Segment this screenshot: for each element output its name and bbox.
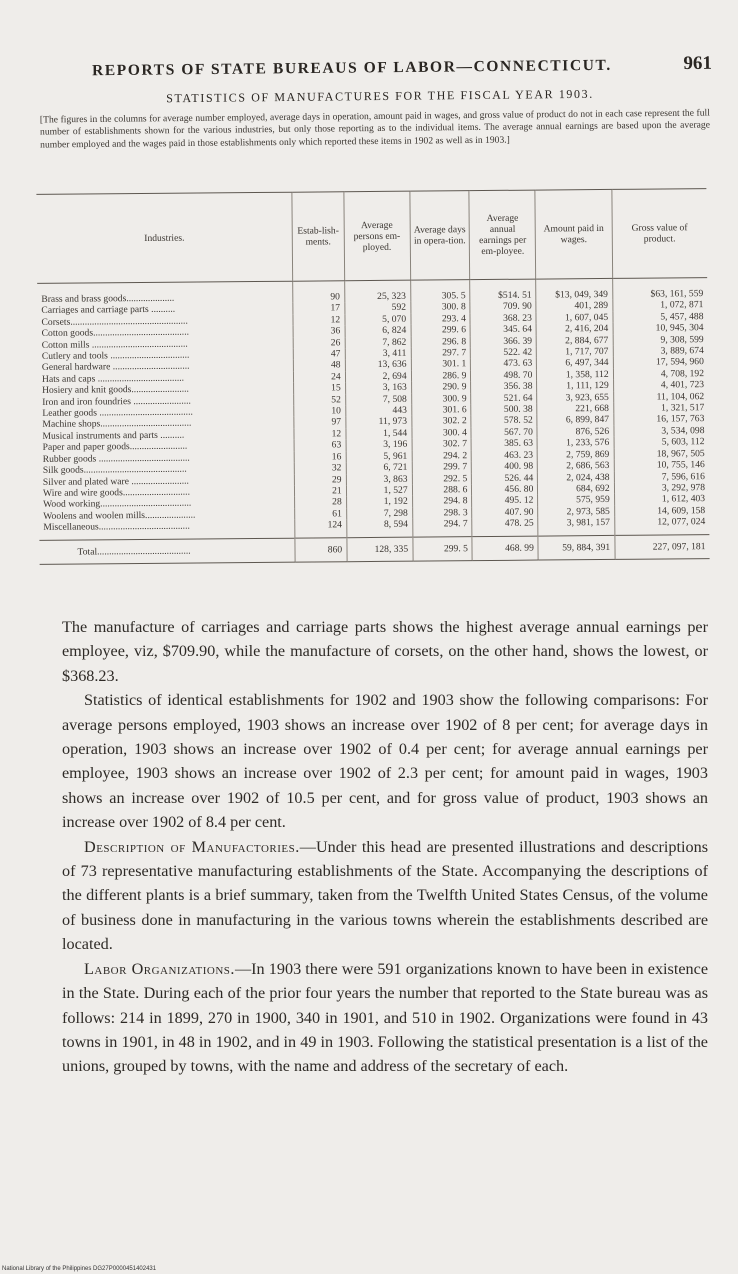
cell-industry: Brass and brass goods.................... bbox=[41, 292, 175, 305]
cell-wages: 2, 884, 677 bbox=[537, 335, 613, 347]
cell-wages: 3, 981, 157 bbox=[538, 517, 614, 536]
cell-persons: 11, 973 bbox=[346, 416, 412, 428]
table-note: [The figures in the columns for average number employed, average days in operation, amount paid in wages, and gross value of product do not in each case represent the full number of establishments shown for the various industries, but only those reporting as to the individual items. The average annual earnings are based upon the average number employed and the wages paid in those establishments only which reported these items in 1902 as well as in 1903.] bbox=[39, 107, 711, 151]
header-industries: Industries. bbox=[36, 192, 292, 283]
cell-earnings: 368. 23 bbox=[470, 312, 536, 324]
cell-establishments: 24 bbox=[294, 371, 346, 383]
cell-earnings: 407. 90 bbox=[472, 506, 538, 518]
cell-wages: 1, 717, 707 bbox=[537, 346, 613, 358]
cell-persons: 3, 196 bbox=[346, 439, 412, 451]
header-average-earnings: Average annual earnings per em-ployee. bbox=[469, 190, 536, 280]
cell-wages: 1, 233, 576 bbox=[537, 437, 613, 449]
total-wages: 59, 884, 391 bbox=[538, 535, 614, 560]
cell-wages: 3, 923, 655 bbox=[537, 392, 613, 404]
cell-industry: Hats and caps .................................... bbox=[41, 372, 185, 385]
paragraph bbox=[62, 688, 708, 834]
cell-days: 292. 5 bbox=[412, 473, 472, 485]
cell-persons: 1, 544 bbox=[346, 428, 412, 440]
paragraph-text: The manufacture of carriages and carriage parts shows the highest average annual earnings per employee, viz, $709.90, while the manufacture of corsets, on the other hand, shows the lowest, or $368.23. bbox=[62, 618, 708, 685]
cell-industry: Cutlery and tools ................................. bbox=[41, 349, 190, 362]
cell-earnings: 578. 52 bbox=[471, 415, 537, 427]
cell-establishments: 61 bbox=[295, 508, 347, 520]
cell-wages: 684, 692 bbox=[538, 483, 614, 495]
cell-days: 300. 9 bbox=[411, 393, 471, 405]
cell-persons: 1, 527 bbox=[346, 485, 412, 497]
cell-days: 302. 2 bbox=[411, 416, 471, 428]
cell-persons: 6, 824 bbox=[345, 325, 411, 337]
cell-gross-value: 5, 603, 112 bbox=[614, 436, 709, 448]
cell-days: 297. 7 bbox=[411, 347, 471, 359]
cell-persons: 1, 192 bbox=[346, 496, 412, 508]
paragraph-text: —Under this head are presented illustrations and descriptions of 73 representative manufacturing establishments of the State. Accompanying the descriptions of the different plants is a brief summary, taken from the Twelfth United States Census, of the volume of business done in manufacturing in the various towns wherein the establishments described are located. bbox=[62, 837, 708, 954]
paragraph-text: Statistics of identical establishments for 1902 and 1903 show the following comparisons: For average persons employed, 1903 shows an increase over 1902 of 8 per cent; for average days in operation, 1903 shows an increase over 1902 of 0.4 per cent; for average annual earnings per employee, 1903 shows an increase over 1902 of 2.3 per cent; for amount paid in wages, 1903 shows an increase over 1902 of 10.5 per cent, and for gross value of product, 1903 shows an increase over 1902 of 8.4 per cent. bbox=[62, 691, 708, 832]
cell-earnings: 345. 64 bbox=[470, 324, 536, 336]
cell-days: 293. 4 bbox=[411, 313, 471, 325]
total-persons: 128, 335 bbox=[347, 537, 413, 562]
cell-days: 298. 3 bbox=[412, 507, 472, 519]
cell-industry: General hardware ................................ bbox=[41, 361, 190, 374]
cell-earnings: 495. 12 bbox=[472, 495, 538, 507]
total-establishments: 860 bbox=[295, 537, 347, 562]
cell-earnings: 456. 80 bbox=[472, 483, 538, 495]
paragraph bbox=[62, 835, 708, 957]
cell-persons: 8, 594 bbox=[346, 519, 412, 537]
cell-establishments: 124 bbox=[295, 519, 347, 537]
cell-days: 302. 7 bbox=[412, 438, 472, 450]
table-title: STATISTICS OF MANUFACTURES FOR THE FISCAL YEAR 1903. bbox=[166, 86, 594, 106]
cell-establishments: 16 bbox=[294, 451, 346, 463]
cell-earnings: 709. 90 bbox=[470, 301, 536, 313]
cell-wages: 401, 289 bbox=[536, 300, 612, 312]
cell-days: 294. 7 bbox=[412, 518, 472, 536]
cell-earnings: 385. 63 bbox=[471, 438, 537, 450]
cell-persons: 13, 636 bbox=[345, 359, 411, 371]
cell-persons: 5, 070 bbox=[345, 313, 411, 325]
cell-wages: 6, 497, 344 bbox=[537, 357, 613, 369]
cell-establishments: 12 bbox=[293, 314, 345, 326]
cell-industry: Musical instruments and parts .......... bbox=[42, 429, 185, 442]
cell-industry: Leather goods ....................................... bbox=[42, 406, 193, 419]
cell-industry: Hosiery and knit goods........................ bbox=[42, 383, 189, 397]
cell-wages: 2, 416, 204 bbox=[536, 323, 612, 335]
cell-wages: 6, 899, 847 bbox=[537, 414, 613, 426]
header-establishments: Estab-lish-ments. bbox=[292, 192, 344, 281]
cell-wages: 876, 526 bbox=[537, 426, 613, 438]
cell-persons: 443 bbox=[345, 405, 411, 417]
cell-days: 290. 9 bbox=[411, 381, 471, 393]
cell-earnings: 400. 98 bbox=[472, 461, 538, 473]
cell-wages: 575, 959 bbox=[538, 494, 614, 506]
running-head bbox=[92, 53, 712, 81]
cell-industry: Corsets................................................. bbox=[41, 315, 188, 328]
cell-earnings: 500. 38 bbox=[471, 404, 537, 416]
cell-earnings: 522. 42 bbox=[471, 347, 537, 359]
total-days: 299. 5 bbox=[413, 536, 473, 561]
cell-gross-value: 9, 308, 599 bbox=[613, 334, 708, 346]
cell-persons: 6, 721 bbox=[346, 462, 412, 474]
cell-wages: 1, 111, 129 bbox=[537, 380, 613, 392]
cell-earnings: $514. 51 bbox=[470, 279, 536, 301]
cell-industry: Iron and iron foundries ........................ bbox=[42, 395, 191, 408]
cell-days: 299. 6 bbox=[411, 324, 471, 336]
paragraph-lead: Description of Manufactories. bbox=[84, 837, 300, 856]
cell-industry: Silk goods........................................... bbox=[42, 463, 187, 476]
cell-gross-value: 18, 967, 505 bbox=[614, 448, 709, 460]
cell-earnings: 526. 44 bbox=[472, 472, 538, 484]
page-number: 961 bbox=[683, 52, 713, 75]
header-average-days: Average days in opera-tion. bbox=[410, 191, 471, 281]
cell-days: 300. 8 bbox=[410, 302, 470, 314]
cell-persons: 5, 961 bbox=[346, 450, 412, 462]
cell-days: 288. 6 bbox=[412, 484, 472, 496]
cell-establishments: 32 bbox=[294, 462, 346, 474]
cell-wages: $13, 049, 349 bbox=[536, 278, 612, 301]
cell-earnings: 366. 39 bbox=[471, 335, 537, 347]
cell-days: 300. 4 bbox=[412, 427, 472, 439]
cell-establishments: 15 bbox=[294, 382, 346, 394]
cell-establishments: 10 bbox=[294, 405, 346, 417]
cell-earnings: 478. 25 bbox=[472, 518, 538, 536]
cell-gross-value: 17, 594, 960 bbox=[613, 357, 708, 369]
header-wages: Amount paid in wages. bbox=[535, 189, 612, 279]
cell-gross-value: 14, 609, 158 bbox=[614, 505, 709, 517]
header-gross-value: Gross value of product. bbox=[612, 189, 708, 279]
cell-industry: Cotton goods........................................ bbox=[41, 326, 190, 340]
paragraph-lead: Labor Organizations. bbox=[84, 959, 235, 978]
cell-establishments: 28 bbox=[295, 497, 347, 509]
cell-days: 299. 7 bbox=[412, 461, 472, 473]
paragraph-text: —In 1903 there were 591 organizations known to have been in existence in the State. During each of the prior four years the number that reported to the State bureau was as follows: 214 in 1899, 270 in 1900, 340 in 1901, and 510 in 1902. Organizations were found in 43 towns in 1901, in 48 in 1902, and in 49 in 1903. Following the statistical presentation is a list of the unions, grouped by towns, with the name and address of the secretary of each. bbox=[62, 959, 708, 1076]
cell-earnings: 473. 63 bbox=[471, 358, 537, 370]
cell-wages: 1, 607, 045 bbox=[536, 312, 612, 324]
cell-establishments: 12 bbox=[294, 428, 346, 440]
cell-establishments: 90 bbox=[293, 281, 345, 303]
cell-industry: Rubber goods ...................................... bbox=[42, 452, 190, 465]
cell-industry: Paper and paper goods........................ bbox=[42, 440, 188, 454]
table-total-row bbox=[39, 534, 709, 564]
cell-persons: 25, 323 bbox=[344, 280, 410, 302]
cell-persons: 592 bbox=[345, 302, 411, 314]
cell-establishments: 63 bbox=[294, 440, 346, 452]
cell-establishments: 17 bbox=[293, 303, 345, 315]
header-average-persons: Average persons em-ployed. bbox=[344, 191, 411, 281]
cell-gross-value: 4, 708, 192 bbox=[613, 368, 708, 380]
cell-days: 301. 1 bbox=[411, 359, 471, 371]
cell-establishments: 26 bbox=[293, 337, 345, 349]
cell-gross-value: 10, 945, 304 bbox=[613, 322, 708, 334]
cell-days: 286. 9 bbox=[411, 370, 471, 382]
cell-establishments: 36 bbox=[293, 325, 345, 337]
statistics-table bbox=[36, 188, 709, 565]
cell-days: 296. 8 bbox=[411, 336, 471, 348]
cell-days: 301. 6 bbox=[411, 404, 471, 416]
cell-wages: 2, 759, 869 bbox=[538, 449, 614, 461]
cell-persons: 2, 694 bbox=[345, 371, 411, 383]
total-earnings: 468. 99 bbox=[472, 536, 538, 561]
cell-gross-value: 3, 889, 674 bbox=[613, 345, 708, 357]
cell-gross-value: 5, 457, 488 bbox=[613, 311, 708, 323]
cell-establishments: 97 bbox=[294, 417, 346, 429]
cell-industry: Machine shops...................................... bbox=[42, 418, 192, 431]
cell-gross-value: 12, 077, 024 bbox=[614, 516, 709, 535]
cell-persons: 3, 411 bbox=[345, 348, 411, 360]
cell-establishments: 52 bbox=[294, 394, 346, 406]
cell-establishments: 21 bbox=[295, 485, 347, 497]
cell-establishments: 29 bbox=[294, 474, 346, 486]
cell-gross-value: 10, 755, 146 bbox=[614, 459, 709, 471]
cell-days: 305. 5 bbox=[410, 280, 470, 302]
cell-days: 294. 2 bbox=[412, 450, 472, 462]
table-body bbox=[37, 278, 709, 565]
paragraph bbox=[62, 615, 708, 688]
paragraph bbox=[62, 957, 708, 1079]
cell-industry: Cotton mills ........................................ bbox=[41, 338, 188, 351]
cell-persons: 7, 862 bbox=[345, 336, 411, 348]
cell-industry: Silver and plated ware ........................ bbox=[42, 475, 189, 488]
cell-gross-value: 1, 321, 517 bbox=[613, 402, 708, 414]
cell-gross-value: 3, 292, 978 bbox=[614, 482, 709, 494]
cell-wages: 2, 973, 585 bbox=[538, 506, 614, 518]
cell-earnings: 356. 38 bbox=[471, 381, 537, 393]
cell-earnings: 463. 23 bbox=[472, 449, 538, 461]
cell-industry: Woolens and woolen mills..................... bbox=[43, 509, 196, 522]
cell-persons: 7, 508 bbox=[345, 393, 411, 405]
cell-gross-value: $63, 161, 559 bbox=[612, 278, 707, 301]
table-header-row bbox=[36, 189, 707, 284]
cell-industry: Wire and wire goods............................ bbox=[42, 486, 191, 499]
cell-persons: 3, 163 bbox=[345, 382, 411, 394]
cell-industry: Wood working...................................... bbox=[43, 497, 192, 511]
cell-earnings: 521. 64 bbox=[471, 392, 537, 404]
cell-gross-value: 4, 401, 723 bbox=[613, 379, 708, 391]
cell-gross-value: 7, 596, 616 bbox=[614, 471, 709, 483]
body-text bbox=[62, 615, 708, 1079]
cell-wages: 221, 668 bbox=[537, 403, 613, 415]
cell-wages: 1, 358, 112 bbox=[537, 369, 613, 381]
cell-gross-value: 3, 534, 098 bbox=[614, 425, 709, 437]
cell-earnings: 567. 70 bbox=[471, 426, 537, 438]
cell-days: 294. 8 bbox=[412, 495, 472, 507]
cell-persons: 3, 863 bbox=[346, 473, 412, 485]
cell-establishments: 48 bbox=[293, 360, 345, 372]
cell-gross-value: 1, 612, 403 bbox=[614, 493, 709, 505]
cell-industry: Miscellaneous...................................... bbox=[43, 520, 190, 534]
cell-wages: 2, 686, 563 bbox=[538, 460, 614, 472]
cell-establishments: 47 bbox=[293, 348, 345, 360]
total-industry: Total....................................... bbox=[39, 538, 295, 565]
cell-industry: Carriages and carriage parts .......... bbox=[41, 304, 176, 317]
total-gross-value: 227, 097, 181 bbox=[615, 534, 710, 559]
cell-gross-value: 11, 104, 062 bbox=[613, 391, 708, 403]
cell-wages: 2, 024, 438 bbox=[538, 471, 614, 483]
cell-gross-value: 16, 157, 763 bbox=[613, 414, 708, 426]
cell-gross-value: 1, 072, 871 bbox=[612, 299, 707, 311]
cell-earnings: 498. 70 bbox=[471, 369, 537, 381]
running-title: REPORTS OF STATE BUREAUS OF LABOR—CONNECTICUT. bbox=[91, 56, 612, 80]
scan-footer: National Library of the Philippines DG27P0000451402431 bbox=[2, 1266, 157, 1272]
cell-persons: 7, 298 bbox=[346, 507, 412, 519]
